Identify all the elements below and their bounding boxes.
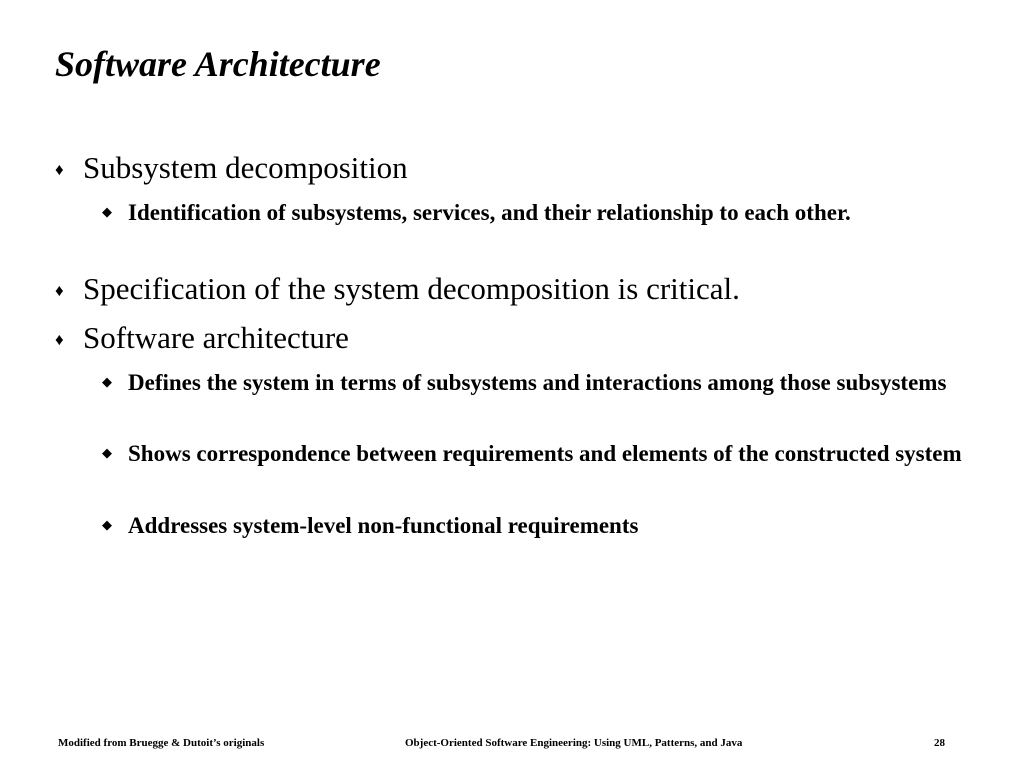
diamond-bullet-icon: ♦ — [55, 330, 64, 349]
subbullet-item — [102, 439, 962, 469]
footer-left-text: Modified from Bruegge & Dutoit’s originals — [58, 737, 265, 749]
bullet-text: Software architecture — [83, 320, 349, 355]
subbullet-item — [102, 198, 962, 228]
page-number: 28 — [934, 737, 945, 749]
slide-title: Software Architecture — [55, 44, 381, 84]
subbullet-item — [102, 368, 962, 398]
diamond-subbullet-icon: ◆ — [102, 445, 112, 460]
diamond-subbullet-icon: ◆ — [102, 374, 112, 389]
subbullet-text: Identification of subsystems, services, and their relationship to each other. — [128, 200, 851, 225]
diamond-bullet-icon: ♦ — [55, 281, 64, 300]
subbullet-item — [102, 511, 962, 541]
bullet-text: Specification of the system decomposition is critical. — [83, 271, 740, 306]
diamond-subbullet-icon: ◆ — [102, 517, 112, 532]
diamond-bullet-icon: ♦ — [55, 160, 64, 179]
footer-center-text: Object-Oriented Software Engineering: Using UML, Patterns, and Java — [405, 737, 743, 749]
diamond-subbullet-icon: ◆ — [102, 204, 112, 219]
subbullet-text: Defines the system in terms of subsystems and interactions among those subsystems — [128, 370, 947, 395]
subbullet-text: Shows correspondence between requirements and elements of the constructed system — [128, 441, 962, 466]
subbullet-text: Addresses system-level non-functional requirements — [128, 513, 639, 538]
bullet-text: Subsystem decomposition — [83, 150, 408, 185]
